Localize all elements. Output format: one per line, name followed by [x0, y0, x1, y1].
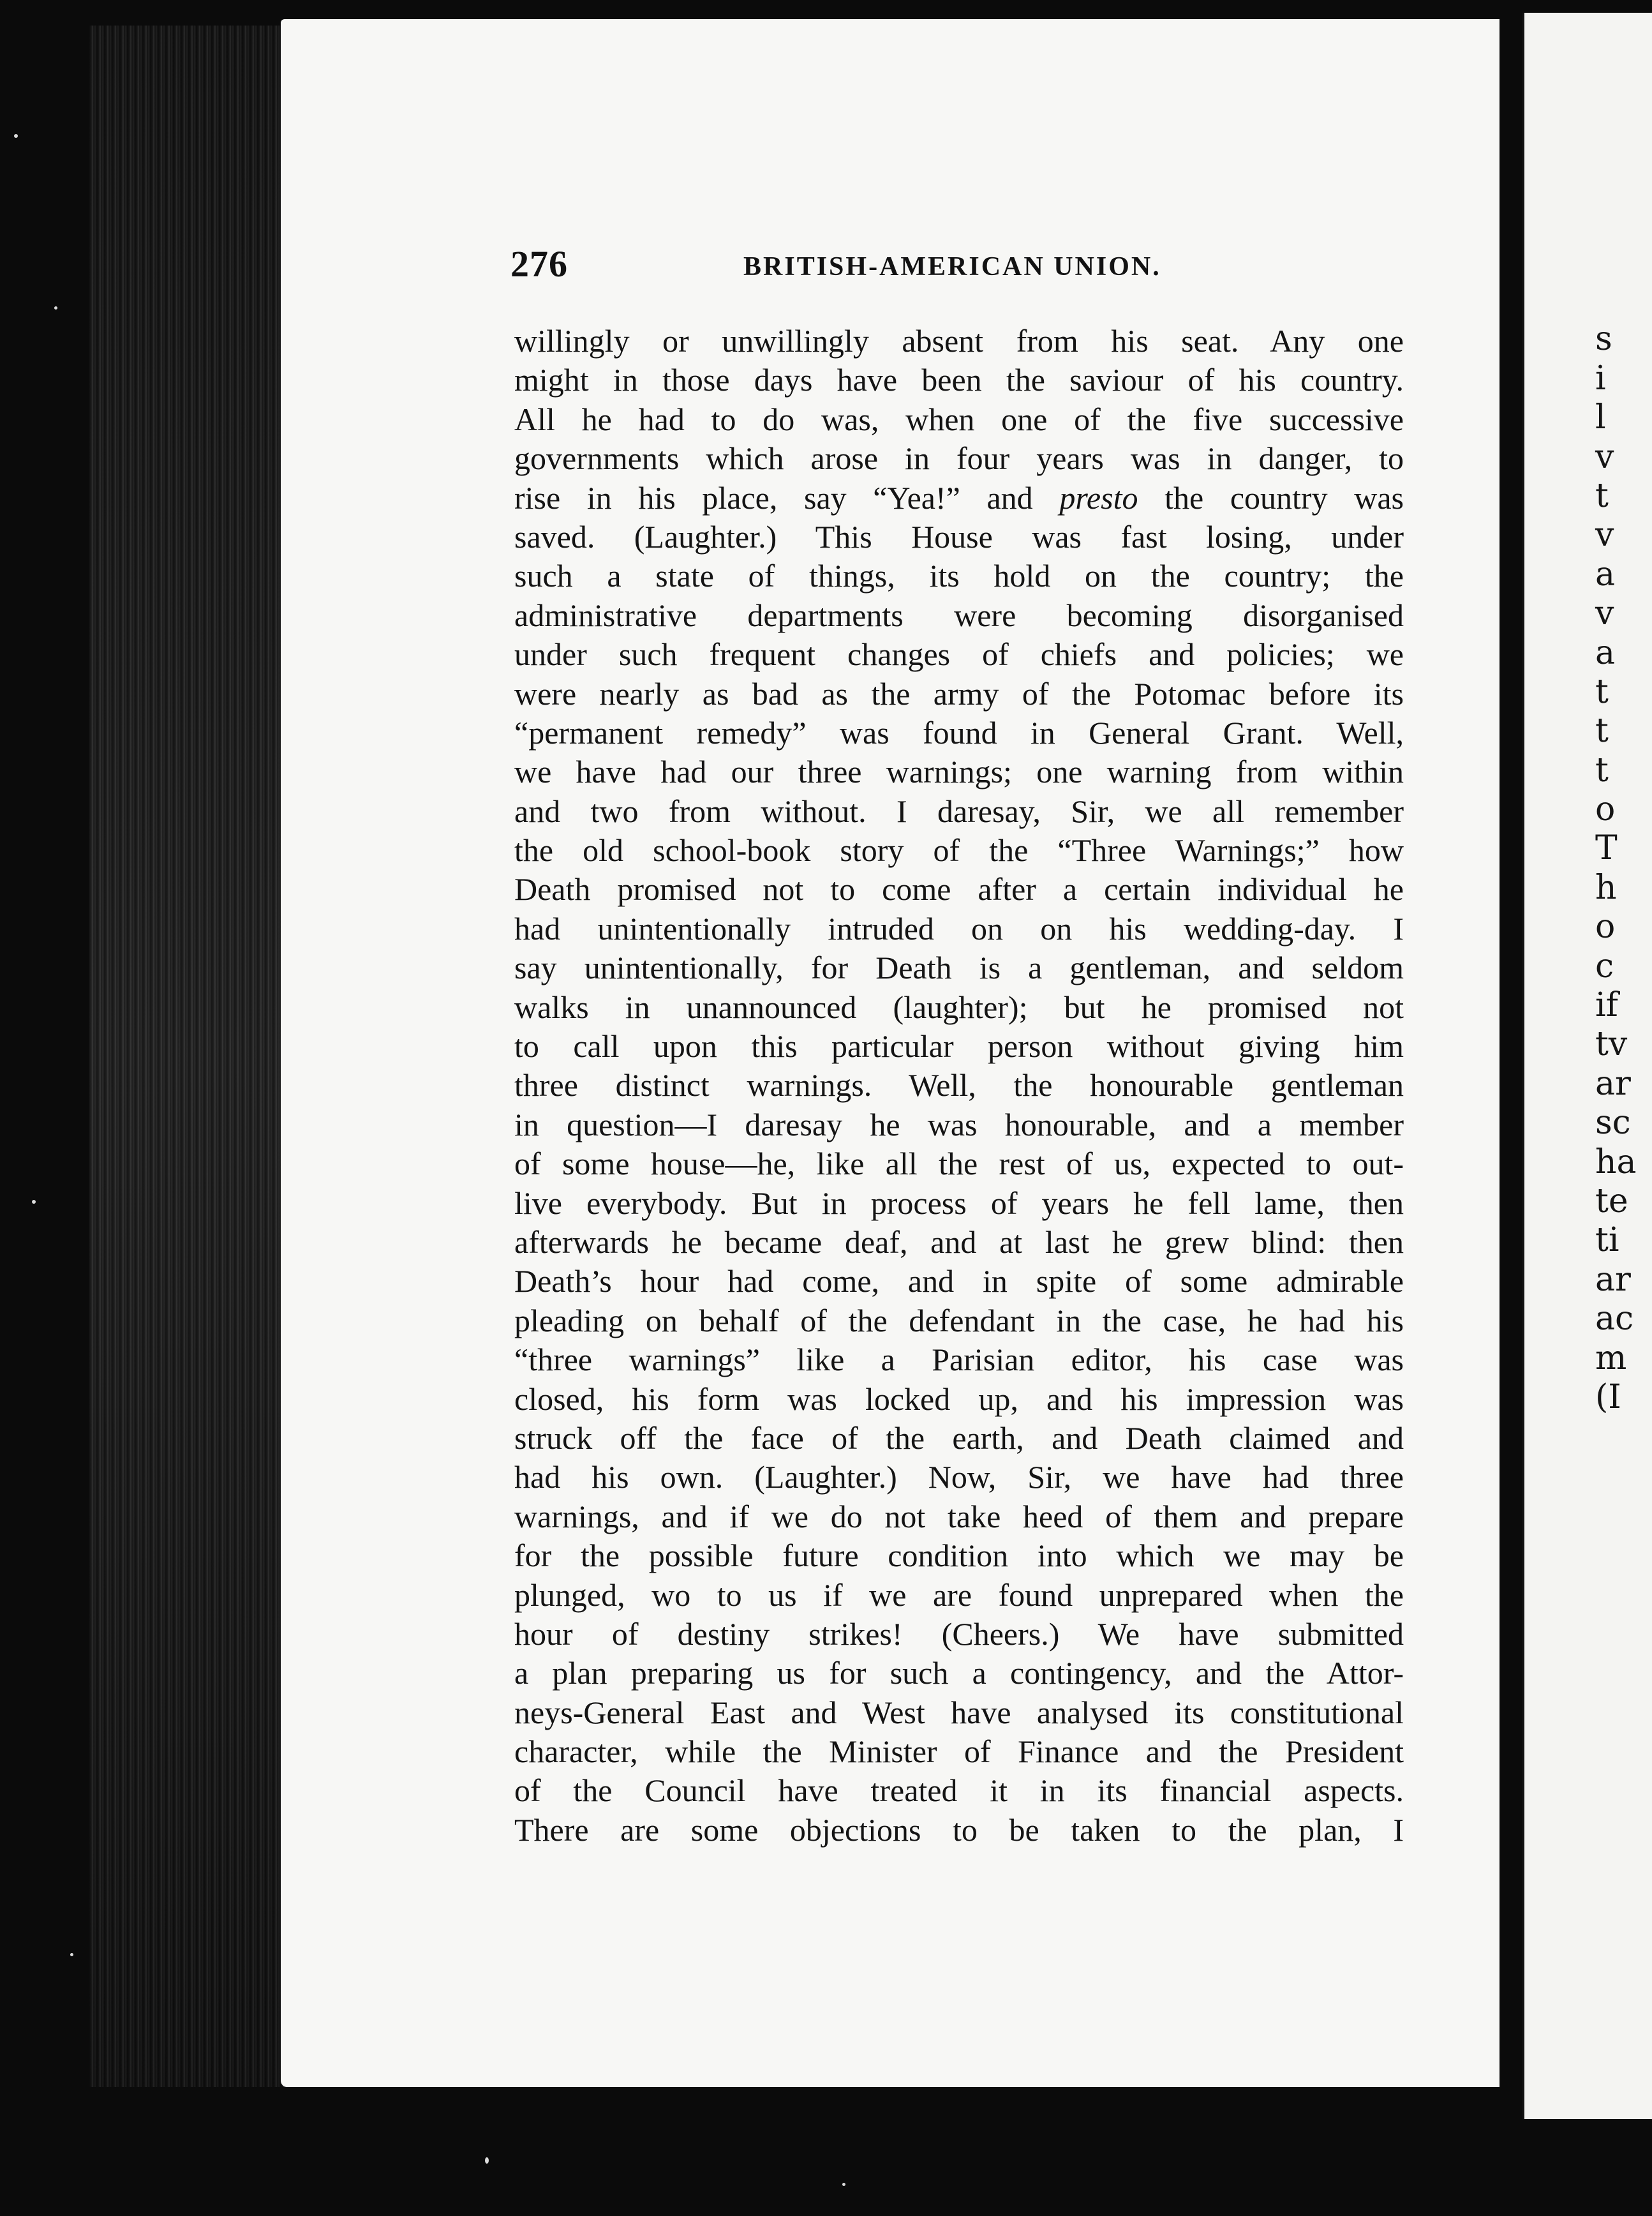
text-line: in question—I daresay he was honourable, and a member: [514, 1106, 1404, 1142]
text-line: warnings, and if we do not take heed of them and prepare: [514, 1498, 1404, 1534]
text-line: All he had to do was, when one of the five successive: [514, 401, 1404, 437]
text-line: character, while the Minister of Finance and the President: [514, 1733, 1404, 1770]
facing-page-fragment: s: [1595, 320, 1612, 359]
facing-page-fragment: a: [1595, 555, 1616, 594]
facing-page-fragment: ar: [1595, 1260, 1631, 1299]
facing-page-fragment: i: [1595, 359, 1606, 398]
text-line: were nearly as bad as the army of the Potomac before its: [514, 675, 1404, 712]
dust-speck: [14, 134, 18, 138]
text-line: administrative departments were becoming disorganised: [514, 597, 1404, 633]
running-title: BRITISH-AMERICAN UNION.: [743, 252, 1161, 281]
body-text: [514, 322, 1404, 1850]
text-line: hour of destiny strikes! (Cheers.) We have submitted: [514, 1615, 1404, 1652]
text-line: had unintentionally intruded on on his wedding-day. I: [514, 910, 1404, 947]
facing-page-fragment: a: [1595, 633, 1616, 672]
facing-page-fragment: v: [1595, 594, 1614, 633]
facing-page-fragment: o: [1595, 790, 1616, 829]
facing-page-fragment: te: [1595, 1181, 1628, 1220]
facing-page-fragment: ti: [1595, 1221, 1619, 1260]
facing-page-text-fragments: [1595, 281, 1637, 1417]
text-line: walks in unannounced (laughter); but he promised not: [514, 989, 1404, 1025]
text-line: to call upon this particular person without giving him: [514, 1028, 1404, 1065]
text-line: There are some objections to be taken to the plan, I: [514, 1811, 1404, 1848]
dust-speck: [32, 1200, 36, 1204]
facing-page-fragment: h: [1595, 868, 1617, 907]
text-line: might in those days have been the saviour of his country.: [514, 362, 1404, 398]
text-line: willingly or unwillingly absent from his seat. Any one: [514, 323, 1404, 359]
text-line: under such frequent changes of chiefs and policies; we: [514, 636, 1404, 673]
dust-speck: [842, 2183, 845, 2186]
facing-page-fragment: v: [1595, 516, 1614, 555]
text-line: for the possible future condition into which we may be: [514, 1538, 1404, 1574]
dust-speck: [54, 306, 57, 310]
text-line: such a state of things, its hold on the country; the: [514, 558, 1404, 594]
dust-speck: [70, 1953, 73, 1956]
text-line: saved. (Laughter.) This House was fast losing, under: [514, 518, 1404, 555]
facing-page-fragment: l: [1595, 398, 1606, 437]
text-line: had his own. (Laughter.) Now, Sir, we have had three: [514, 1459, 1404, 1495]
facing-page-fragment: [1595, 281, 1621, 320]
facing-page-fragment: if: [1595, 986, 1618, 1025]
text-line: plunged, wo to us if we are found unprepared when the: [514, 1576, 1404, 1613]
text-line: and two from without. I daresay, Sir, we all remember: [514, 793, 1404, 829]
facing-page-fragment: v: [1595, 437, 1614, 476]
facing-page-fragment: (I: [1595, 1377, 1621, 1416]
text-line: we have had our three warnings; one warning from within: [514, 754, 1404, 790]
text-line: a plan preparing us for such a contingency, and the Attor-: [514, 1655, 1404, 1691]
facing-page-fragment: ha: [1595, 1142, 1637, 1181]
facing-page-fragment: ar: [1595, 1064, 1631, 1103]
facing-page-fragment: T: [1595, 829, 1618, 868]
text-line: say unintentionally, for Death is a gentleman, and seldom: [514, 950, 1404, 986]
text-line: Death promised not to come after a certain individual he: [514, 871, 1404, 908]
facing-page-fragment: t: [1595, 672, 1609, 711]
text-line: pleading on behalf of the defendant in the case, he had his: [514, 1302, 1404, 1338]
text-line: of the Council have treated it in its financial aspects.: [514, 1772, 1404, 1809]
facing-page-fragment: t: [1595, 712, 1609, 751]
text-line: afterwards he became deaf, and at last he grew blind: then: [514, 1224, 1404, 1260]
text-line: of some house—he, like all the rest of us, expected to out-: [514, 1146, 1404, 1182]
text-line: struck off the face of the earth, and Death claimed and: [514, 1419, 1404, 1456]
text-line: “permanent remedy” was found in General Grant. Well,: [514, 714, 1404, 751]
text-line: the old school-book story of the “Three Warnings;” how: [514, 832, 1404, 869]
page-edge-stack: [89, 26, 294, 2087]
text-line: “three warnings” like a Parisian editor, his case was: [514, 1342, 1404, 1378]
text-line: closed, his form was locked up, and his impression was: [514, 1381, 1404, 1417]
facing-page-fragment: c: [1595, 947, 1614, 985]
text-line: Death’s hour had come, and in spite of some admirable: [514, 1263, 1404, 1299]
facing-page-fragment: t: [1595, 476, 1609, 515]
text-line: governments which arose in four years was in danger, to: [514, 440, 1404, 477]
facing-page: [1522, 13, 1652, 2119]
facing-page-fragment: o: [1595, 908, 1616, 947]
page-number: 276: [510, 243, 568, 285]
facing-page-fragment: t: [1595, 751, 1609, 790]
facing-page-fragment: sc: [1595, 1104, 1631, 1142]
text-line: rise in his place, say “Yea!” and presto the country was: [514, 479, 1404, 516]
facing-page-fragment: ac: [1595, 1299, 1634, 1338]
dust-speck: [485, 2157, 489, 2164]
text-line: neys-General East and West have analysed its constitutional: [514, 1694, 1404, 1730]
text-line: live everybody. But in process of years he fell lame, then: [514, 1185, 1404, 1221]
italic-word: presto: [1059, 479, 1138, 516]
page-header: [510, 243, 1404, 294]
text-line: three distinct warnings. Well, the honourable gentleman: [514, 1067, 1404, 1104]
facing-page-fragment: m: [1595, 1338, 1627, 1377]
facing-page-fragment: tv: [1595, 1025, 1628, 1064]
